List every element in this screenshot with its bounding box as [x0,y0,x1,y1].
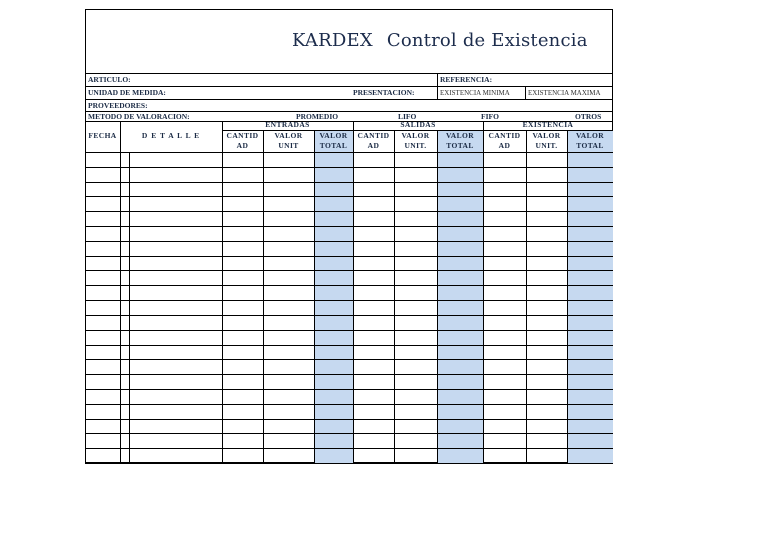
metodo-label: METODO DE VALORACION: [88,112,190,121]
table-row-line [85,285,613,286]
col-salidas-valor-total: VALOR TOTAL [445,131,475,150]
unidad-label: UNIDAD DE MEDIDA: [88,88,166,97]
table-row-line [85,330,613,331]
col-entradas-valor-total: VALOR TOTAL [319,131,348,150]
table-row-line [85,211,613,212]
existencia-total-fill [567,131,613,463]
table-row-line [85,448,613,449]
table-column-line [526,131,527,463]
table-column-line [263,131,264,463]
table-column-line [353,131,354,463]
col-existencia-valor-total: VALOR TOTAL [575,131,605,150]
table-row-line [85,270,613,271]
table-header-bottom [85,152,613,153]
existencia-maxima-label: EXISTENCIA MAXIMA [528,89,601,97]
promedio-label: PROMEDIO [296,112,339,121]
table-row-line [85,196,613,197]
table-row-line [85,404,613,405]
table-row-line [85,226,613,227]
existencia-minima-label: EXISTENCIA MINIMA [440,89,510,97]
lifo-label: LIFO [398,112,417,121]
table-column-line [483,131,484,463]
table-row-line [85,419,613,420]
existencia-group: EXISTENCIA [522,120,574,129]
title-main: KARDEX [292,30,373,51]
table-row-line [85,256,613,257]
col-fecha: FECHA [88,131,117,140]
table-row-line [85,345,613,346]
fifo-label: FIFO [481,112,499,121]
salidas-total-fill [437,131,483,463]
otros-label: OTROS [575,112,602,121]
proveedores-label: PROVEEDORES: [88,101,148,110]
table-column-line [394,131,395,463]
row-unidad [85,86,613,99]
entradas-total-fill [314,131,353,463]
presentacion-label: PRESENTACION: [353,88,415,97]
table-row-line [85,167,613,168]
table-column-line [437,131,438,463]
col-entradas-valor-unit: VALOR UNIT [274,131,303,150]
table-column-line [567,131,568,463]
entradas-group: ENTRADAS [265,120,310,129]
title-sub: Control de Existencia [386,30,588,51]
table-row-line [85,359,613,360]
table-column-line [314,131,315,463]
referencia-label: REFERENCIA: [440,75,493,84]
table-row-line [85,300,613,301]
row-articulo [85,73,613,86]
table-row-line [85,241,613,242]
col-entradas-cantidad: CANTID AD [226,131,259,150]
articulo-label: ARTICULO: [88,75,131,84]
col-existencia-valor-unit: VALOR UNIT. [532,131,561,150]
col-existencia-cantidad: CANTID AD [488,131,521,150]
group-separator [483,121,484,131]
table-row-line [85,433,613,434]
detalle-sub-line [129,152,130,463]
table-row-line [85,463,613,464]
salidas-group: SALIDAS [400,120,436,129]
col-salidas-valor-unit: VALOR UNIT. [401,131,430,150]
group-separator [353,121,354,131]
table-row-line [85,389,613,390]
col-detalle: D E T A L L E [141,131,201,140]
table-column-line [120,121,121,463]
table-row-line [85,315,613,316]
table-column-line [222,121,223,463]
table-row-line [85,182,613,183]
page-title [292,30,588,51]
table-row-line [85,374,613,375]
col-salidas-cantidad: CANTID AD [357,131,390,150]
